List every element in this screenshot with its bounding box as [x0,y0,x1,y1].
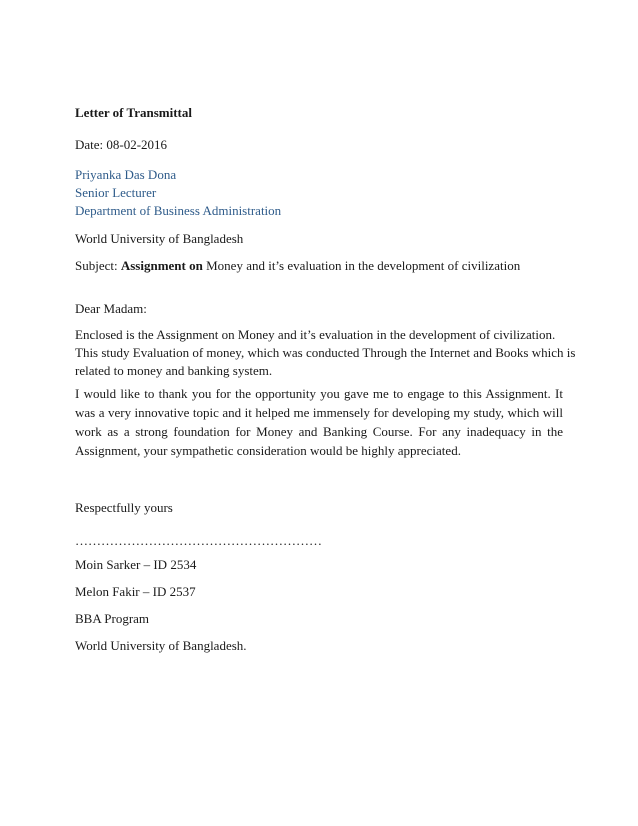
signature-line: ………………………………………………… [75,533,322,548]
sender-institution: World University of Bangladesh. [75,638,247,653]
paragraph-thanks: I would like to thank you for the opportunity you gave me to engage to this Assignment. It was a very innovative topic and it helped me immensely for developing my study, which will work as a strong foundation for Money and Banking Course. For any inadequacy in the Assignment, your sympathetic consideration would be highly appreciated. [75,386,563,458]
letter-date: Date: 08-02-2016 [75,137,168,152]
paragraph-enclosed-line: related to money and banking system. [75,363,273,378]
signatory-melon: Melon Fakir – ID 2537 [75,584,196,599]
recipient-name: Priyanka Das Dona [75,167,177,182]
subject-text: Money and it’s evaluation in the development of civilization [202,258,521,273]
recipient-department: Department of Business Administration [75,203,282,218]
salutation: Dear Madam: [75,301,147,316]
paragraph-enclosed [75,326,576,380]
program-name: BBA Program [75,611,150,626]
closing: Respectfully yours [75,500,173,515]
signatory-moin: Moin Sarker – ID 2534 [75,557,197,572]
recipient-title: Senior Lecturer [75,185,157,200]
letter-heading: Letter of Transmittal [75,105,192,120]
subject-line [75,258,520,274]
subject-label: Subject: [75,258,121,273]
recipient-institution: World University of Bangladesh [75,231,244,246]
paragraph-enclosed-line: Enclosed is the Assignment on Money and it’s evaluation in the development of civilization. [75,327,556,342]
paragraph-enclosed-line: This study Evaluation of money, which was conducted Through the Internet and Books which is [75,345,576,360]
subject-bold: Assignment on [120,258,203,273]
